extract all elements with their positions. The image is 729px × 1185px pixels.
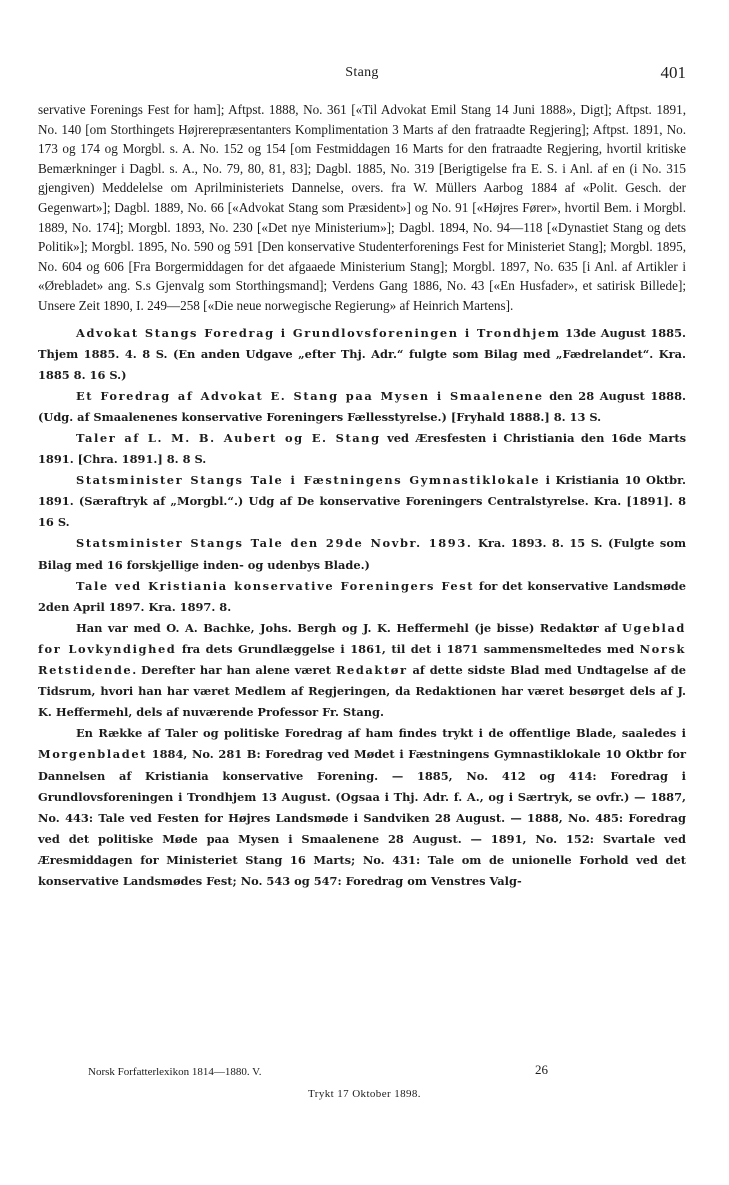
text-run: . Derefter har han alene været — [132, 663, 336, 678]
entry-paragraph — [38, 470, 686, 533]
spaced-title: Taler af L. M. B. Aubert og E. Stang — [76, 431, 381, 445]
print-date: Trykt 17 Oktober 1898. — [308, 1088, 421, 1100]
spaced-title: Statsminister Stangs Tale den 29de Novbr. 1893. — [76, 536, 473, 551]
text-run: af dette sidste Blad med Undtagelse af de Tidsrum, hvori han har været Medlem af Regjeringen, da Redaktionen har været besørget dels af J. K. Heffermehl, dels af nuværende Professor Fr. Stang. — [38, 663, 686, 720]
body-text — [38, 100, 686, 892]
text-run: 13de August 1885. Thjem 1885. 4. 8 S. (En anden Udgave „efter Thj. Adr.“ fulgte som Bilag med „Fædrelandet“. Kra. 1885 8. 16 S.) — [38, 325, 686, 382]
entry-paragraph — [38, 723, 686, 892]
page-number: 401 — [660, 63, 686, 82]
spaced-title: Morgenbladet — [38, 747, 148, 762]
page-header — [38, 63, 686, 87]
entry-paragraph — [38, 323, 686, 386]
spaced-title: Redaktør — [335, 663, 408, 678]
signature-line — [88, 1062, 548, 1082]
text-run: Kra. 1893. 8. 15 S. (Fulgte som Bilag med 16 forskjellige inden- og udenbys Blade.) — [38, 536, 686, 572]
text-run: Han var med O. A. Bachke, Johs. Bergh og J. K. Heffermehl (je bisse) Redaktør af — [76, 620, 623, 635]
text-run: 1884, No. 281 B: Foredrag ved Mødet i Fæstningens Gymnastiklokale 10 Oktbr for Dannelsen af Kristiania konservative Forening. — 1885, No. 412 og 414: Foredrag i Grundlovsforeningen i Trondhjem 13 August. (Ogsaa i Thj. Adr. f. A., og i Særtryk, se ovfr.) — 1887, No. 443: Tale ved Festen for Højres Landsmøde i Sandviken 28 August. — 1888, No. 485: Foredrag ved det politiske Møde paa Mysen i Smaalenene 28 August. — 1891, No. 152: Svartale ved Æresmiddagen for Ministeriet Stang 16 Marts; No. 431: Tale om de unionelle Forhold ved det konservative Landsmødes Fest; No. 543 og 547: Foredrag om Venstres Valg- — [38, 747, 686, 888]
entry-paragraph — [38, 576, 686, 618]
text-run: den 28 August 1888. (Udg. af Smaalenenes konservative Foreningers Fællesstyrelse.) [Fryhald 1888.] 8. 13 S. — [38, 388, 686, 424]
text-run: i Kristiania 10 Oktbr. 1891. (Særaftryk af „Morgbl.“.) Udg af De konservative Foreningers Centralstyrelse. Kra. [1891]. 8 16 S. — [38, 473, 686, 530]
entry-paragraph — [38, 428, 686, 470]
bibliography-paragraph — [38, 100, 686, 316]
signature-number: 26 — [535, 1062, 548, 1077]
entry-paragraph — [38, 618, 686, 723]
spaced-title: Et Foredrag af Advokat E. Stang paa Mysen i Smaalenene — [76, 388, 544, 403]
spaced-title: Statsminister Stangs Tale i Fæstningens Gymnastiklokale — [76, 473, 541, 488]
signature-title: Norsk Forfatterlexikon 1814—1880. V. — [88, 1066, 262, 1078]
text-run: ved Æresfesten i Christiania den 16de Marts 1891. [Chra. 1891.] 8. 8 S. — [38, 431, 686, 467]
spaced-title: Ugeblad for Lovkyndighed — [38, 620, 686, 656]
running-head: Stang — [345, 65, 379, 80]
entry-paragraph — [38, 386, 686, 428]
spaced-title: Tale ved Kristiania konservative Foreningers Fest — [76, 578, 475, 593]
text-run: En Række af Taler og politiske Foredrag af ham findes trykt i de offentlige Blade, saaledes i — [76, 726, 686, 741]
spaced-title: Advokat Stangs Foredrag i Grundlovsforeningen i Trondhjem — [76, 325, 561, 340]
text-run: for det konservative Landsmøde 2den April 1897. Kra. 1897. 8. — [38, 578, 686, 614]
text-run: fra dets Grundlæggelse i 1861, til det i 1871 sammensmeltedes med — [176, 641, 640, 656]
spaced-title: Norsk Retstidende — [38, 641, 686, 678]
text-run: servative Forenings Fest for ham]; Aftpst. 1888, No. 361 [«Til Advokat Emil Stang 14 Juni 1888», Digt]; Aftpst. 1891, No. 140 [om Storthingets Højrerepræsentanters Komplimentation 3 Marts af den fratraadte Regjering]; Aftpst. 1891, No. 173 og 174 og Morgbl. s. A. No. 152 og 154 [om Festmiddagen 16 Marts for den fratraadte Regjering, hvortil kritiske Bemærkninger i Dagbl. s. A., No. 79, 80, 81, 83]; Dagbl. 1885, No. 319 [Berigtigelse fra E. S. i Anl. af en (i No. 315 gjengiven) Meddelelse om Aprilministeriets Dannelse, overs. fra W. Müllers Aarbog 1884 af «Polit. Gesch. der Gegenwart»]; Dagbl. 1889, No. 66 [«Advokat Stang som Præsident»] og No. 91 [«Højres Fører», hvortil Bem. i Morgbl. 1889, No. 174]; Morgbl. 1893, No. 230 [«Det nye Ministerium»]; Dagbl. 1894, No. 94—118 [«Dynastiet Stang og dets Politik»]; Morgbl. 1895, No. 590 og 591 [Den konservative Studenterforenings Fest for Ministeriet Stang]; Morgbl. 1895, No. 604 og 606 [Fra Borgermiddagen for det afgaaede Ministerium Stang]; Morgbl. 1897, No. 635 [i Anl. af Artikler i «Ørebladet» ang. S.s Gjenvalg som Storthingsmand]; Verdens Gang 1886, No. 43 [«En Husfader», et satirisk Billede]; Unsere Zeit 1890, I. 249—258 [«Die neue norwegische Regierung» af Heinrich Martens]. — [38, 102, 686, 313]
entry-paragraph — [38, 533, 686, 575]
